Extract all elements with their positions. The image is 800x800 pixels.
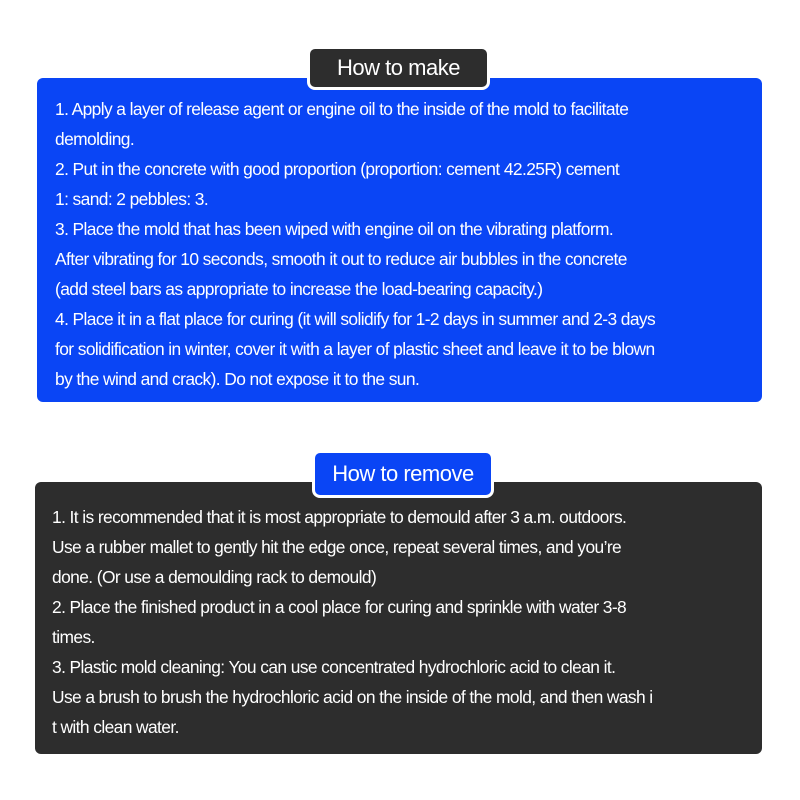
how-to-remove-title: How to remove: [312, 450, 494, 498]
remove-line: times.: [52, 627, 95, 647]
remove-line: 3. Plastic mold cleaning: You can use concentrated hydrochloric acid to clean it.: [52, 657, 616, 677]
remove-line: Use a brush to brush the hydrochloric acid on the inside of the mold, and then wash i: [52, 687, 653, 707]
make-line: (add steel bars as appropriate to increase the load-bearing capacity.): [55, 279, 543, 299]
make-line: 2. Put in the concrete with good proportion (proportion: cement 42.25R) cement: [55, 159, 620, 179]
remove-line: 1. It is recommended that it is most appropriate to demould after 3 a.m. outdoors.: [52, 507, 627, 527]
make-line: After vibrating for 10 seconds, smooth it out to reduce air bubbles in the concrete: [55, 249, 627, 269]
make-line: 1: sand: 2 pebbles: 3.: [55, 189, 209, 209]
remove-line: Use a rubber mallet to gently hit the edge once, repeat several times, and you’re: [52, 537, 622, 557]
make-line: for solidification in winter, cover it with a layer of plastic sheet and leave it to be blown: [55, 339, 655, 359]
make-line: 1. Apply a layer of release agent or engine oil to the inside of the mold to facilitate: [55, 99, 629, 119]
how-to-remove-panel: [35, 482, 762, 754]
remove-line: 2. Place the finished product in a cool place for curing and sprinkle with water 3-8: [52, 597, 627, 617]
make-line: by the wind and crack). Do not expose it to the sun.: [55, 369, 420, 389]
remove-line: t with clean water.: [52, 717, 179, 737]
make-line: demolding.: [55, 129, 135, 149]
remove-line: done. (Or use a demoulding rack to demould): [52, 567, 377, 587]
how-to-make-title: How to make: [307, 46, 490, 90]
make-line: 4. Place it in a flat place for curing (it will solidify for 1-2 days in summer and 2-3 days: [55, 309, 656, 329]
make-line: 3. Place the mold that has been wiped with engine oil on the vibrating platform.: [55, 219, 614, 239]
how-to-make-panel: [37, 78, 762, 402]
